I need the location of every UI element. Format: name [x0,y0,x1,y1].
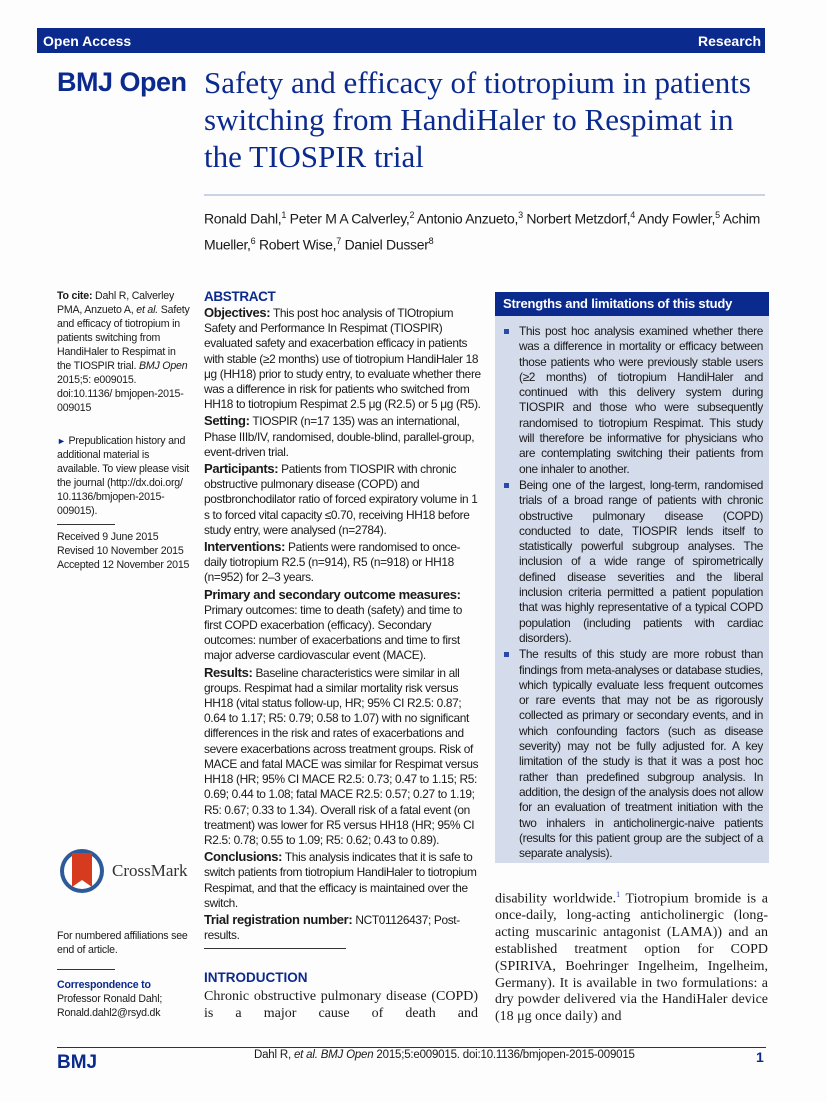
dates: Received 9 June 2015 Revised 10 November 2015 Accepted 12 November 2015 [57,531,190,571]
section-text: Baseline characteristics were similar in all groups. Respimat had a similar mortality risk versus HH18 (vital status follow-up, HR; 95% CI R2.5: 0.87; 0.64 to 1.17; R5: 0.79; 0.58 to 1.07) with no significant differences in the risk and rates of exacerbations and severe exacerbations across treatment groups. Risk of MACE and fatal MACE was similar for Respimat versus HH18 (HR; 95% CI MACE R2.5: 0.73; 0.47 to 1.15; R5: 0.69; 0.44 to 1.08; fatal MACE R2.5: 0.57; 0.27 to 1.19; R5: 0.67; 0.33 to 1.34). Overall risk of a fatal event (on treatment) was lower for R5 versus HH18 (HR; 95% CI R2.5: 0.78; 0.55 to 1.09; R5: 0.62; 0.43 to 0.89). [204,665,479,847]
journal-logo: BMJ Open [57,67,187,97]
affiliations-note: For numbered affiliations see end of article. [57,930,188,956]
footer-citation: Dahl R, et al. BMJ Open 2015;5:e009015. doi:10.1136/bmjopen-2015-009015 [254,1049,635,1061]
author: Andy Fowler, [637,210,716,227]
section-text: This analysis indicates that it is safe to switch patients from tiotropium HandiHaler to tiotropium Respimat, and that the efficacy is maintained over the switch. [204,850,477,910]
abstract-section [204,665,481,848]
email-link[interactable]: Ronald.dahl2@rsyd.dk [57,1007,161,1019]
affiliation-number: 5 [715,210,720,220]
abstract-section [204,461,481,538]
abstract-section [204,849,481,911]
section-text: This post hoc analysis of TIOtropium Safety and Performance In Respimat (TIOSPIR) evaluated safety and exacerbation efficacy in patients with stable (≥2 months) use of tiotropium HandiHaler 18 μg (HH18) prior to study entry, to evaluate whether there was a difference in risk for patients who switched from HH18 to tiotropium Respimat 2.5 μg (R2.5) or 5 μg (R5). [204,306,481,412]
author: Daniel Dusser [344,236,429,253]
citation-note: To cite: Dahl R, Calverley PMA, Anzueto A, et al. Safety and efficacy of tiotropium in patients switching from HandiHaler to Respimat in the TIOSPIR trial. BMJ Open 2015;5: e009015. doi:10.1136/ bmjopen-2015-009015 [57,290,190,414]
affiliation-number: 7 [336,235,341,246]
page-number: 1 [756,1049,764,1065]
arrow-right-icon: ► [57,436,66,446]
strength-text: The results of this study are more robust than findings from meta-analyses or database studies, which typically evaluate less frequent outcomes or rare events that may not be as rigorously collected as primary or secondary events, and in which confounding factors (such as disease severity) may not be fully adjusted for. A key limitation of the study is that it was a post hoc rather than predefined subgroup analysis. In addition, the design of the analysis does not allow for an evaluation of treatment initiation with the two inhalers in anticholinergic-naive patients (results for this patient group are the subject of a separate analysis). [519,647,763,861]
section-label: Trial registration number: [204,911,353,927]
section-label: Results: [204,664,253,680]
header-bar [37,28,765,53]
title-divider [204,194,765,196]
author: Ronald Dahl, [204,210,282,227]
section-label: Interventions: [204,539,286,555]
section-label: Primary and secondary outcome measures: [204,586,461,602]
square-bullet-icon [504,329,509,334]
affiliation-number: 1 [281,210,287,220]
introduction-heading: INTRODUCTION [204,970,308,985]
section-text: Patients from TIOSPIR with chronic obstructive pulmonary disease (COPD) and postbronchodilator ratio of forced expiratory volume in 1 s to forced vital capacity ≤0.70, receiving HH18 before study entry, were analysed (n=2784). [204,462,478,537]
article-title: Safety and efficacy of tiotropium in patients switching from HandiHaler to Respimat in the TIOSPIR trial [204,65,751,174]
affiliation-number: 4 [630,210,635,220]
author: Robert Wise, [258,236,337,253]
open-access-label: Open Access [43,32,132,49]
section-label: Conclusions: [204,849,283,865]
abstract-heading: ABSTRACT [204,289,276,304]
section-text: Patients were randomised to once-daily tiotropium R2.5 (n=914), R5 (n=918) or HH18 (n=952) for 2–3 years. [204,540,461,585]
strength-text: This post hoc analysis examined whether there was a difference in mortality or efficacy between those patients who were previously stable users (≥2 months) of tiotropium HandiHaler and continued with this delivery system during TIOSPIR and those who were subsequently randomised to tiotropium Respimat. This study will therefore be informative for physicians who are contemplating switching their patients from one inhaler to another. [519,324,763,476]
affiliation-number: 8 [428,235,434,246]
section-text: NCT01126437; Post-results. [204,912,460,943]
section-label: Setting: [204,413,250,429]
divider [57,524,115,525]
prepublication-note[interactable]: ► Prepublication history and additional material is available. To view please visit the journal (http://dx.doi.org/ 10.1136/bmjopen-2015-009015). [57,435,189,517]
abstract-section [204,912,481,943]
reference-link[interactable]: 1 [616,890,621,899]
section-label: Research [697,32,761,49]
section-text: TIOSPIR (n=17 135) was an international, Phase IIIb/IV, randomised, double-blind, parallel-group, event-driven trial. [204,414,475,459]
square-bullet-icon [504,652,509,657]
strength-text: Being one of the largest, long-term, randomised trials of a broad range of patients with chronic obstructive pulmonary disease (COPD) conducted to date, TIOSPIR lends itself to statistically powerful subgroup analyses. The inclusion of a wide range of spirometrically defined disease severities and the liberal inclusion criteria permitted a patient population that was highly representative of a typical COPD population (including patients with cardiac disorders). [519,477,763,645]
strengths-heading: Strengths and limitations of this study [495,292,769,316]
abstract-section [204,305,481,412]
section-label: Participants: [204,461,279,477]
section-text: Primary outcomes: time to death (safety) and time to first COPD exacerbation (efficacy). Secondary outcomes: number of exacerbations and time to first major adverse cardiovascular event (MACE). [204,602,463,663]
correspondence: Correspondence to Professor Ronald Dahl; Ronald.dahl2@rsyd.dk [57,978,197,1020]
divider [204,948,346,949]
affiliation-number: 3 [518,210,523,220]
bmj-logo: BMJ [57,1052,98,1073]
strengths-box [495,292,769,863]
abstract-section [204,413,481,460]
strength-item [519,478,763,646]
crossmark-badge[interactable]: CrossMark [58,847,188,895]
author: Peter M A Calverley, [289,210,410,227]
abstract-section [204,539,481,586]
strength-item [519,647,763,861]
footer-divider [57,1047,766,1048]
introduction-text-continued: disability worldwide.$^1$ Tiotropium bromide is a once-daily, long-acting anticholinergic (long-acting muscarinic antagonist (LAMA)) and an established treatment option for COPD (SPIRIVA, Boehringer Ingelheim, Ingelheim, Germany). It is available in two formulations: a dry powder delivered via the HandiHaler device (18 μg once daily) and [495,890,768,1025]
affiliation-number: 2 [409,210,415,220]
square-bullet-icon [504,483,509,488]
introduction-text: Chronic obstructive pulmonary disease (COPD) is a major cause of death and [204,989,478,1021]
author: Norbert Metzdorf, [526,210,631,227]
abstract [204,289,481,944]
abstract-section [204,587,481,664]
author: Achim Mueller, [204,210,761,253]
strength-item [519,324,763,477]
affiliation-number: 6 [250,235,256,246]
section-label: Objectives: [204,305,271,320]
crossmark-icon [58,847,106,895]
author: Antonio Anzueto, [417,210,519,227]
author-list [204,204,764,255]
divider [57,969,115,970]
